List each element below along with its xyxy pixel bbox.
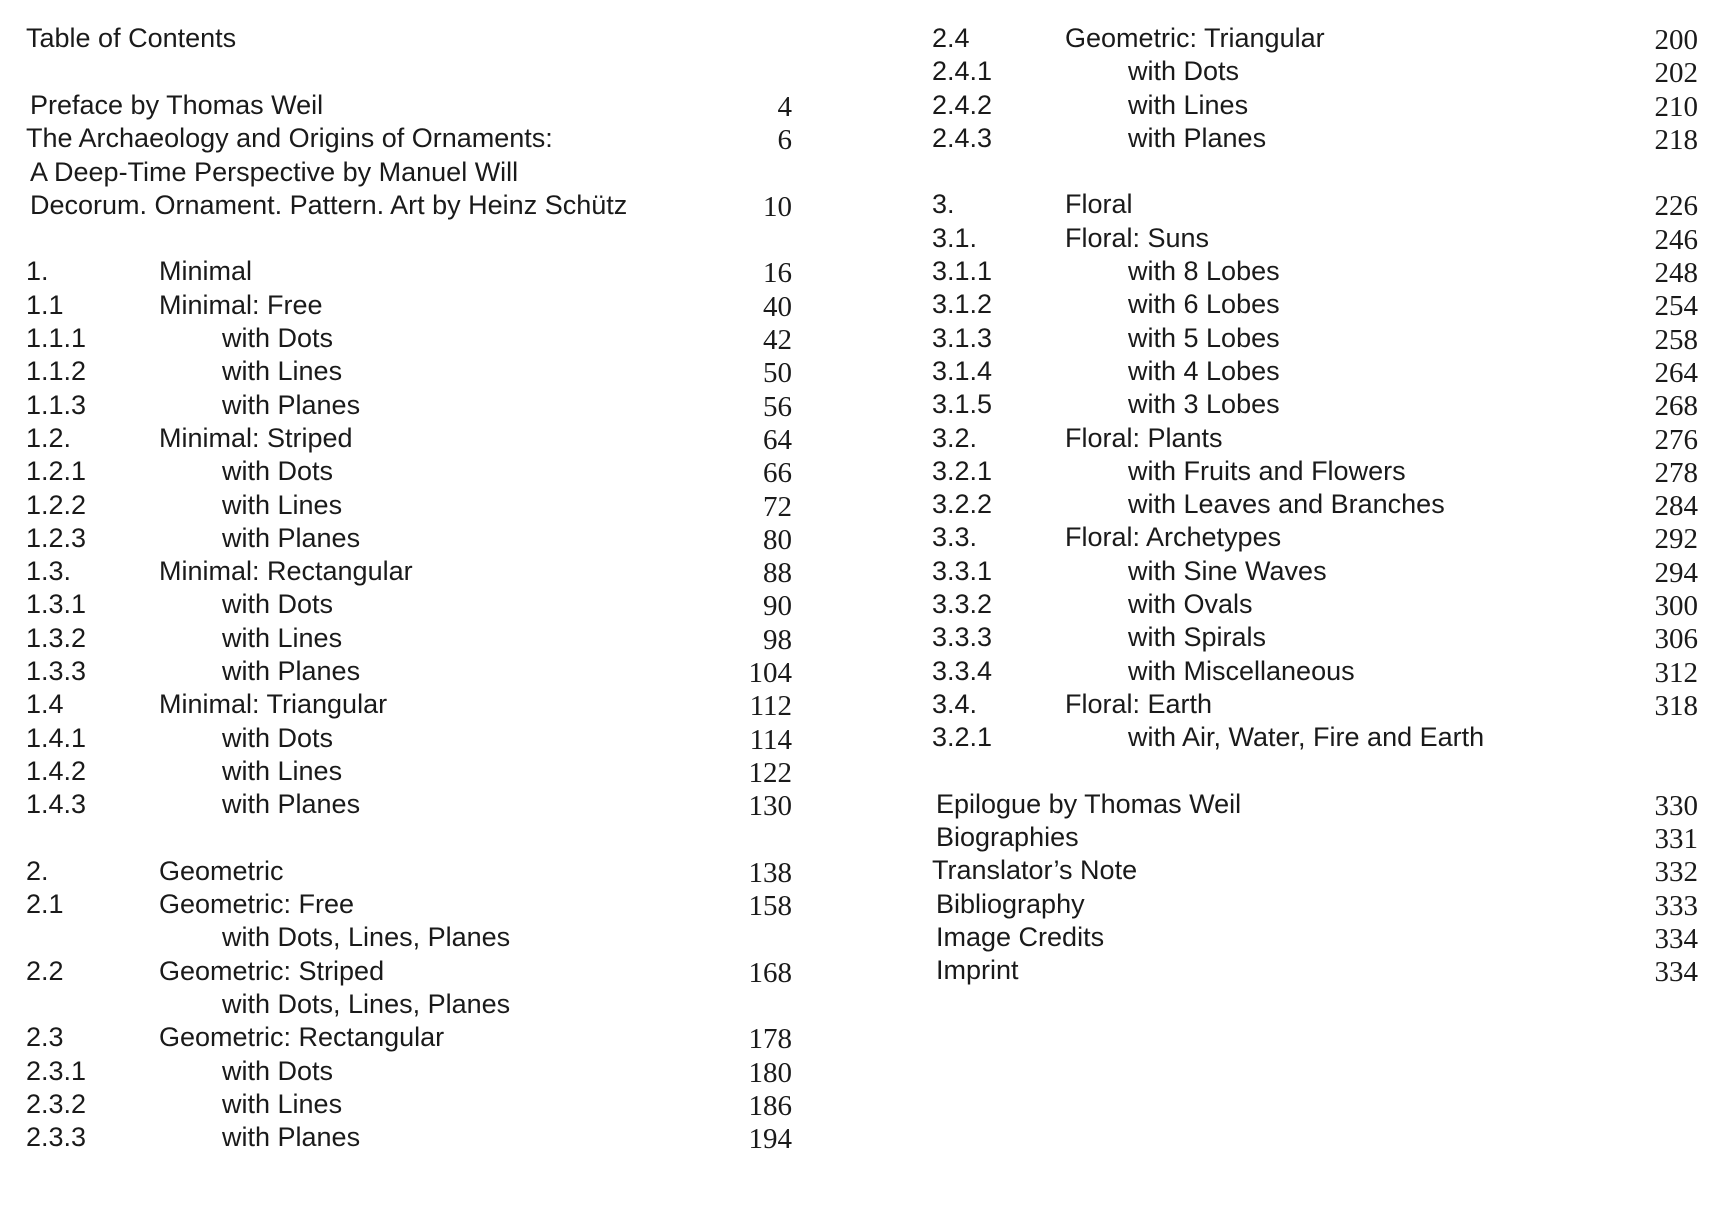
toc-entry (932, 89, 1698, 122)
toc-entry (26, 89, 792, 122)
toc-entry (26, 1021, 792, 1054)
entry-title: with Dots (222, 456, 334, 487)
toc-entry (26, 1088, 792, 1121)
page-number: 178 (748, 1023, 792, 1056)
entry-title: Geometric: Triangular (1065, 23, 1325, 53)
entry-title: with Lines (222, 1088, 343, 1119)
section-number: 3.1.4 (932, 355, 993, 386)
section-number: 3.1. (932, 222, 978, 253)
section-number: 3.2.1 (932, 455, 993, 486)
entry-title: with Dots (222, 323, 334, 354)
entry-title: Biographies (936, 822, 1079, 853)
toc-entry (26, 122, 792, 155)
toc-entry (932, 388, 1698, 421)
section-number: 1.1 (26, 289, 64, 320)
toc-entry (932, 821, 1698, 854)
page-number: 333 (1654, 889, 1698, 922)
page-number: 98 (763, 623, 792, 656)
toc-entry (26, 322, 792, 355)
section-number: 1.3.1 (26, 589, 87, 620)
entry-title: with Dots (1128, 56, 1240, 87)
toc-entry (26, 755, 792, 788)
toc-entry (932, 521, 1698, 554)
entry-title: Preface by Thomas Weil (30, 90, 324, 120)
toc-entry (932, 22, 1698, 55)
entry-title: Geometric: Free (159, 889, 355, 920)
section-number: 1.1.2 (26, 356, 87, 387)
section-number: 3.3.1 (932, 555, 993, 586)
entry-title: with Planes (222, 656, 361, 687)
entry-title: Image Credits (936, 922, 1105, 953)
entry-title: with Dots (222, 1055, 334, 1086)
page-number: 330 (1654, 789, 1698, 822)
toc-entry (932, 488, 1698, 521)
page-number: 64 (763, 423, 792, 456)
page-number: 66 (763, 457, 792, 490)
entry-title: Floral (1065, 189, 1133, 220)
page-title: Table of Contents (26, 23, 237, 53)
toc-entry (26, 489, 792, 522)
section-number: 1.1.3 (26, 389, 87, 420)
toc-entry (26, 522, 792, 555)
toc-entry (26, 389, 792, 422)
toc-entry (26, 156, 792, 189)
toc-entry (932, 122, 1698, 155)
toc-entry (932, 422, 1698, 455)
page-number: 122 (748, 756, 792, 789)
section-number: 1.4 (26, 689, 64, 720)
toc-entry (26, 722, 792, 755)
section-number: 3.2.1 (932, 722, 993, 753)
toc-spacer (932, 155, 1698, 188)
entry-title: with 4 Lobes (1128, 355, 1280, 386)
section-number: 3.1.1 (932, 256, 993, 287)
toc-entry (26, 588, 792, 621)
section-number: 3.2.2 (932, 489, 993, 520)
page-number: 331 (1654, 823, 1698, 856)
page-number: 186 (748, 1089, 792, 1122)
entry-title: Epilogue by Thomas Weil (936, 788, 1242, 819)
entry-title: Geometric: Striped (159, 955, 385, 986)
page-number: 306 (1654, 623, 1698, 656)
entry-title: with Planes (222, 389, 361, 420)
entry-title: Translator’s Note (932, 855, 1138, 886)
section-number: 1.3. (26, 556, 72, 587)
section-number: 1.2. (26, 422, 72, 453)
page-number: 258 (1654, 323, 1698, 356)
page-number: 10 (763, 190, 792, 223)
page-number: 158 (748, 890, 792, 923)
toc-spacer (932, 755, 1698, 788)
toc-entry (26, 289, 792, 322)
entry-title: Geometric: Rectangular (159, 1022, 445, 1053)
entry-title: Minimal: Rectangular (159, 556, 413, 587)
page-number: 112 (749, 690, 792, 723)
entry-title: Floral: Earth (1065, 688, 1213, 719)
entry-title: Bibliography (936, 888, 1085, 919)
section-number: 1.4.2 (26, 755, 87, 786)
toc-entry (932, 688, 1698, 721)
entry-title: with Ovals (1128, 589, 1253, 620)
toc-entry (932, 621, 1698, 654)
toc-entry (26, 555, 792, 588)
toc-entry (26, 455, 792, 488)
toc-entry (26, 655, 792, 688)
entry-title: with Spirals (1128, 622, 1267, 653)
toc-entry (26, 955, 792, 988)
toc-entry (932, 288, 1698, 321)
section-number: 2.1 (26, 889, 64, 920)
section-number: 2.4.3 (932, 122, 993, 153)
toc-entry (26, 355, 792, 388)
toc-entry (932, 355, 1698, 388)
page-number: 42 (763, 324, 792, 357)
entry-title: with Lines (222, 489, 343, 520)
page-number: 248 (1654, 257, 1698, 290)
toc-entry (932, 954, 1698, 987)
entry-title: with Planes (222, 1122, 361, 1153)
entry-title: with Planes (222, 789, 361, 820)
entry-title: with Lines (222, 622, 343, 653)
toc-entry (26, 988, 792, 1021)
entry-title: with Planes (222, 522, 361, 553)
entry-title: Imprint (936, 955, 1019, 986)
section-number: 1.1.1 (26, 323, 87, 354)
page-number: 90 (763, 590, 792, 623)
section-number: 1.3.3 (26, 656, 87, 687)
entry-title: Minimal: Striped (159, 422, 353, 453)
entry-title: with Lines (1128, 89, 1249, 120)
page-number: 130 (748, 790, 792, 823)
entry-title: with Lines (222, 755, 343, 786)
toc-column-right (932, 22, 1698, 988)
section-number: 2. (26, 855, 49, 886)
page-number: 40 (763, 290, 792, 323)
entry-title: with 8 Lobes (1128, 256, 1280, 287)
page-number: 264 (1654, 356, 1698, 389)
entry-title: with Planes (1128, 122, 1267, 153)
page-number: 6 (777, 124, 792, 157)
toc-entry (26, 255, 792, 288)
section-number: 3.2. (932, 422, 978, 453)
page-number: 226 (1654, 190, 1698, 223)
page-number: 56 (763, 390, 792, 423)
section-number: 2.3.2 (26, 1088, 87, 1119)
section-number: 1.2.3 (26, 522, 87, 553)
toc-spacer (26, 222, 792, 255)
toc-entry (932, 322, 1698, 355)
section-number: 2.2 (26, 955, 64, 986)
toc-entry (932, 255, 1698, 288)
entry-title: with Lines (222, 356, 343, 387)
page-number: 50 (763, 357, 792, 390)
toc-entry (26, 622, 792, 655)
page-number: 16 (763, 257, 792, 290)
toc-entry (932, 555, 1698, 588)
toc-entry (932, 455, 1698, 488)
entry-title: with Dots (222, 722, 334, 753)
toc-entry (26, 688, 792, 721)
entry-title: Geometric (159, 855, 284, 886)
entry-title: Floral: Suns (1065, 222, 1210, 253)
entry-title: with Sine Waves (1128, 555, 1327, 586)
section-number: 3.3.4 (932, 655, 993, 686)
entry-title: Floral: Plants (1065, 422, 1223, 453)
entry-title: with Air, Water, Fire and Earth (1128, 722, 1485, 753)
page-number: 334 (1654, 923, 1698, 956)
toc-entry (932, 588, 1698, 621)
page-number: 168 (748, 956, 792, 989)
page-number: 294 (1654, 556, 1698, 589)
toc-entry (932, 188, 1698, 221)
toc-entry (26, 1121, 792, 1154)
page-number: 194 (748, 1123, 792, 1156)
section-number: 1.2.1 (26, 456, 87, 487)
section-number: 2.3 (26, 1022, 64, 1053)
toc-entry (26, 1055, 792, 1088)
section-number: 3.1.3 (932, 322, 993, 353)
page-number: 4 (777, 91, 792, 123)
entry-title: with Dots, Lines, Planes (222, 989, 511, 1020)
page-number: 284 (1654, 490, 1698, 523)
page-number: 268 (1654, 390, 1698, 423)
page-number: 88 (763, 557, 792, 590)
section-number: 3. (932, 189, 955, 220)
entry-title: with 6 Lobes (1128, 289, 1280, 320)
page-number: 278 (1654, 456, 1698, 489)
section-number: 3.3. (932, 522, 978, 553)
entry-title: Minimal: Free (159, 289, 323, 320)
page-number: 312 (1654, 656, 1698, 689)
toc-entry (932, 655, 1698, 688)
entry-title: Decorum. Ornament. Pattern. Art by Heinz Schütz (30, 189, 628, 220)
page-number: 254 (1654, 290, 1698, 323)
toc-entry (932, 854, 1698, 887)
page-number: 300 (1654, 590, 1698, 623)
page-number: 202 (1654, 57, 1698, 90)
page-number: 114 (749, 723, 792, 756)
toc-entry (26, 788, 792, 821)
section-number: 2.3.1 (26, 1055, 87, 1086)
page-number: 246 (1654, 223, 1698, 256)
toc-column-left (26, 89, 792, 1155)
entry-title: with Fruits and Flowers (1128, 455, 1406, 486)
section-number: 1.2.2 (26, 489, 87, 520)
entry-title: The Archaeology and Origins of Ornaments: (26, 123, 553, 154)
page-number: 180 (748, 1056, 792, 1089)
page-number: 80 (763, 523, 792, 556)
page-number: 210 (1654, 90, 1698, 123)
section-number: 2.4.2 (932, 89, 993, 120)
section-number: 3.1.2 (932, 289, 993, 320)
page-number: 72 (763, 490, 792, 523)
toc-entry (26, 189, 792, 222)
page-number: 218 (1654, 123, 1698, 156)
section-number: 2.4 (932, 23, 970, 53)
section-number: 2.4.1 (932, 56, 993, 87)
entry-title: with 5 Lobes (1128, 322, 1280, 353)
entry-title: with 3 Lobes (1128, 389, 1280, 420)
section-number: 2.3.3 (26, 1122, 87, 1153)
entry-title: with Dots, Lines, Planes (222, 922, 511, 953)
toc-entry (932, 721, 1698, 754)
toc-entry (26, 422, 792, 455)
section-number: 3.1.5 (932, 389, 993, 420)
section-number: 1.3.2 (26, 622, 87, 653)
toc-entry (932, 888, 1698, 921)
page-number: 276 (1654, 423, 1698, 456)
section-number: 3.3.3 (932, 622, 993, 653)
page-number: 332 (1654, 856, 1698, 889)
section-number: 1. (26, 256, 49, 287)
toc-entry (26, 921, 792, 954)
entry-title: A Deep-Time Perspective by Manuel Will (30, 156, 519, 187)
entry-title: with Miscellaneous (1128, 655, 1355, 686)
section-number: 3.4. (932, 688, 978, 719)
toc-entry (26, 888, 792, 921)
page-number: 200 (1654, 24, 1698, 56)
section-number: 3.3.2 (932, 589, 993, 620)
section-number: 1.4.1 (26, 722, 87, 753)
toc-entry (932, 55, 1698, 88)
toc-spacer (26, 822, 792, 855)
toc-entry (932, 222, 1698, 255)
page-number: 292 (1654, 523, 1698, 556)
entry-title: Minimal: Triangular (159, 689, 388, 720)
page-number: 334 (1654, 956, 1698, 989)
entry-title: with Dots (222, 589, 334, 620)
section-number: 1.4.3 (26, 789, 87, 820)
page-number: 318 (1654, 689, 1698, 722)
entry-title: Floral: Archetypes (1065, 522, 1282, 553)
entry-title: with Leaves and Branches (1128, 489, 1445, 520)
toc-entry (932, 788, 1698, 821)
entry-title: Minimal (159, 256, 253, 287)
page-number: 138 (748, 856, 792, 889)
toc-entry (932, 921, 1698, 954)
toc-entry (26, 855, 792, 888)
page-number: 104 (748, 657, 792, 690)
